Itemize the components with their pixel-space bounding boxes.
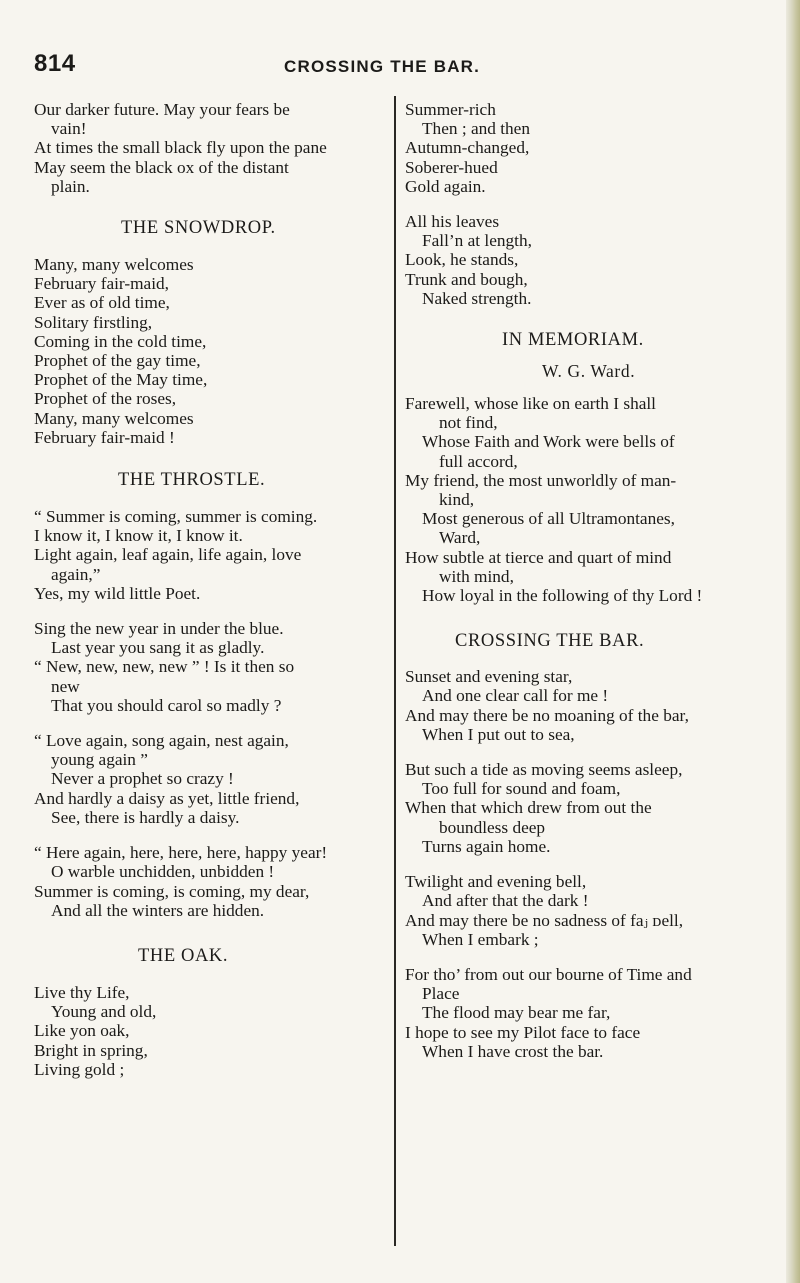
poem-line: How subtle at tierce and quart of mind — [405, 547, 672, 567]
poem-line: Ever as of old time, — [34, 293, 170, 313]
poem-line: not find, — [439, 413, 498, 433]
poem-line: Soberer-hued — [405, 157, 498, 177]
poem-line: full accord, — [439, 451, 518, 471]
poem-line: Fall’n at length, — [422, 231, 532, 251]
poem-line: And one clear call for me ! — [422, 686, 609, 706]
crossing-stanza-3 — [405, 872, 775, 949]
poem-line: And hardly a daisy as yet, little friend, — [34, 788, 300, 808]
poem-line: “ Summer is coming, summer is coming. — [34, 507, 318, 527]
poem-line: plain. — [51, 176, 90, 196]
poem-line: Sunset and evening star, — [405, 667, 573, 687]
snowdrop-stanza — [34, 255, 384, 447]
poem-line: Naked strength. — [422, 288, 532, 308]
poem-line: new — [51, 676, 80, 696]
poem-title-oak: THE OAK. — [138, 945, 229, 966]
poem-line: See, there is hardly a daisy. — [51, 807, 240, 827]
poem-line: Never a prophet so crazy ! — [51, 769, 234, 789]
crossing-stanza-2 — [405, 760, 775, 856]
poem-line: May seem the black ox of the distant — [34, 157, 289, 177]
poem-line: Twilight and evening bell, — [405, 872, 587, 892]
poem-line: And may there be no moaning of the bar, — [405, 705, 689, 725]
poem-line: Whose Faith and Work were bells of — [422, 432, 675, 452]
poem-title-in-memoriam: IN MEMORIAM. — [502, 330, 644, 351]
poem-line: with mind, — [439, 566, 514, 586]
poem-line: When I embark ; — [422, 929, 539, 949]
poem-line: boundless deep — [439, 817, 546, 837]
crossing-stanza-1 — [405, 667, 775, 744]
page-header — [34, 50, 769, 82]
column-divider — [394, 96, 396, 1246]
oak-stanza-2 — [405, 100, 775, 196]
poem-subtitle-ward: W. G. Ward. — [542, 361, 636, 382]
poem-line: When I put out to sea, — [422, 724, 575, 744]
poem-line: February fair-maid ! — [34, 427, 175, 447]
poem-title-snowdrop: THE SNOWDROP. — [121, 218, 276, 239]
poem-title-throstle: THE THROSTLE. — [118, 470, 266, 491]
throstle-stanza-2 — [34, 619, 384, 715]
throstle-stanza-4 — [34, 843, 384, 920]
poem-line: Ward, — [439, 528, 481, 548]
poem-line: Too full for sound and foam, — [422, 779, 621, 799]
poem-line: “ Here again, here, here, here, happy year! — [34, 843, 328, 863]
oak-stanza-3 — [405, 212, 775, 308]
poem-line: And all the winters are hidden. — [51, 900, 265, 920]
poem-line: The flood may bear me far, — [422, 1003, 611, 1023]
oak-stanza-1 — [34, 983, 384, 1079]
poem-line: Prophet of the roses, — [34, 389, 177, 409]
poem-line: Many, many welcomes — [34, 408, 194, 428]
poem-line: Sing the new year in under the blue. — [34, 619, 284, 639]
crossing-stanza-4 — [405, 965, 775, 1061]
poem-line: But such a tide as moving seems asleep, — [405, 760, 683, 780]
poem-line: And after that the dark ! — [422, 891, 589, 911]
poem-line: My friend, the most unworldly of man- — [405, 470, 677, 490]
page-edge — [786, 0, 800, 1283]
poem-line: Farewell, whose like on earth I shall — [405, 394, 656, 414]
poem-line: I hope to see my Pilot face to face — [405, 1022, 641, 1042]
poem-line: Autumn-changed, — [405, 138, 530, 158]
poem-line: O warble unchidden, unbidden ! — [51, 862, 275, 882]
poem-line: Our darker future. May your fears be — [34, 100, 290, 119]
poem-line: Young and old, — [51, 1002, 157, 1022]
poem-line: kind, — [439, 490, 475, 510]
poem-line: Place — [422, 984, 460, 1004]
poem-line: All his leaves — [405, 212, 500, 232]
running-head: CROSSING THE BAR. — [284, 57, 481, 76]
poem-line: Then ; and then — [422, 119, 530, 139]
poem-line: Most generous of all Ultramontanes, — [422, 509, 675, 529]
poem-line: Bright in spring, — [34, 1040, 148, 1060]
poem-line: I know it, I know it, I know it. — [34, 526, 243, 546]
throstle-stanza-1 — [34, 507, 384, 603]
left-column — [34, 100, 384, 1095]
poem-line: Like yon oak, — [34, 1021, 130, 1041]
poem-line: Prophet of the May time, — [34, 370, 208, 390]
poem-line: February fair-maid, — [34, 274, 169, 294]
poem-line: Summer is coming, is coming, my dear, — [34, 881, 310, 901]
page-number: 814 — [34, 50, 76, 77]
poem-line: “ New, new, new, new ” ! Is it then so — [34, 657, 295, 677]
poem-line: “ Love again, song again, nest again, — [34, 731, 289, 751]
poem-line: When I have crost the bar. — [422, 1041, 604, 1061]
poem-line: Solitary firstling, — [34, 312, 153, 332]
poem-line: Yes, my wild little Poet. — [34, 583, 201, 603]
poem-line: Last year you sang it as gladly. — [51, 638, 265, 658]
poem-line: At times the small black fly upon the pane — [34, 138, 327, 158]
poem-line: That you should carol so madly ? — [51, 695, 282, 715]
throstle-stanza-3 — [34, 731, 384, 827]
poem-line: Living gold ; — [34, 1059, 125, 1079]
poem-line: And may there be no sadness of faⱼ ᴅell, — [405, 910, 684, 930]
poem-line: vain! — [51, 119, 87, 139]
poem-line: When that which drew from out the — [405, 798, 652, 818]
poem-line: Many, many welcomes — [34, 255, 194, 275]
poem-line: again,” — [51, 564, 101, 584]
poem-line: Live thy Life, — [34, 982, 130, 1002]
poem-line: Turns again home. — [422, 836, 551, 856]
poem-line: For tho’ from out our bourne of Time and — [405, 964, 692, 984]
poem-line: How loyal in the following of thy Lord ! — [422, 586, 703, 606]
poem-line: Coming in the cold time, — [34, 331, 207, 351]
poem-line: Look, he stands, — [405, 250, 519, 270]
poem-line: Gold again. — [405, 176, 486, 196]
memoriam-stanza — [405, 394, 775, 605]
right-column — [405, 100, 775, 1077]
poem-line: young again ” — [51, 750, 148, 770]
poem-line: Trunk and bough, — [405, 269, 528, 289]
poem-title-crossing-the-bar: CROSSING THE BAR. — [455, 631, 645, 652]
intro-stanza — [34, 100, 384, 196]
poem-line: Prophet of the gay time, — [34, 351, 201, 371]
poem-line: Light again, leaf again, life again, love — [34, 545, 302, 565]
poem-line: Summer-rich — [405, 100, 496, 119]
